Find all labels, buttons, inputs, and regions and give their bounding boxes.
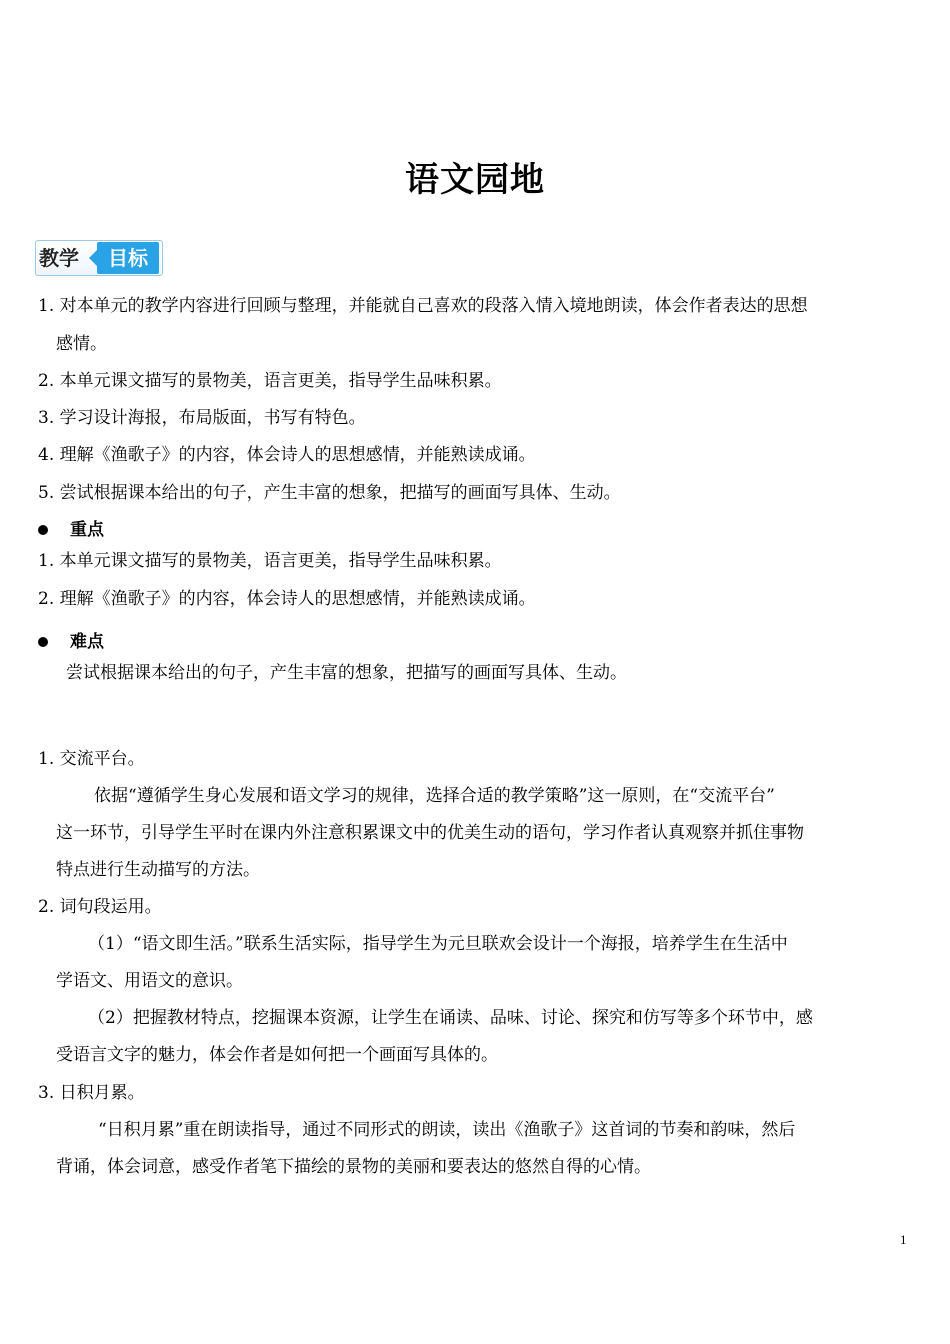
bullet-icon [38, 637, 48, 647]
key-point-1: 1. 本单元课文描写的景物美，语言更美，指导学生品味积累。 [38, 551, 502, 571]
page-number: 1 [900, 1232, 907, 1247]
goal-3: 3. 学习设计海报，布局版面，书写有特色。 [38, 408, 366, 428]
key-point-2: 2. 理解《渔歌子》的内容，体会诗人的思想感情，并能熟读成诵。 [38, 589, 536, 609]
section-2-para-2-line-1: （2）把握教材特点，挖掘课本资源，让学生在诵读、品味、讨论、探究和仿写等多个环节中，感 [88, 1008, 813, 1028]
section-3-heading: 3. 日积月累。 [38, 1083, 145, 1103]
section-1-para-line-2: 这一环节，引导学生平时在课内外注意积累课文中的优美生动的语句，学习作者认真观察并抓住事物 [56, 823, 804, 843]
banner-right-label: 目标 [97, 242, 159, 274]
banner-left-label: 教学 [39, 246, 79, 270]
section-2-para-2-line-2: 受语言文字的魅力，体会作者是如何把一个画面写具体的。 [56, 1045, 498, 1065]
difficulty-label: 难点 [70, 632, 104, 652]
goal-5: 5. 尝试根据课本给出的句子，产生丰富的想象，把描写的画面写具体、生动。 [38, 483, 621, 503]
section-1-para-line-3: 特点进行生动描写的方法。 [56, 860, 260, 880]
page-title: 语文园地 [405, 160, 545, 200]
section-2-heading: 2. 词句段运用。 [38, 897, 162, 917]
section-3-para-line-2: 背诵，体会词意，感受作者笔下描绘的景物的美丽和要表达的悠然自得的心情。 [56, 1157, 651, 1177]
key-points-label: 重点 [70, 520, 104, 540]
section-3-para-line-1: “日积月累”重在朗读指导，通过不同形式的朗读，读出《渔歌子》这首词的节奏和韵味，然后 [98, 1120, 796, 1140]
section-2-para-1-line-2: 学语文、用语文的意识。 [56, 971, 243, 991]
section-2-para-1-line-1: （1）“语文即生活。”联系生活实际，指导学生为元旦联欢会设计一个海报，培养学生在生活中 [88, 934, 788, 954]
teaching-goals-banner [35, 240, 165, 276]
goal-2: 2. 本单元课文描写的景物美，语言更美，指导学生品味积累。 [38, 371, 502, 391]
goal-1-line-1: 1. 对本单元的教学内容进行回顾与整理，并能就自己喜欢的段落入情入境地朗读，体会作者表达的思想 [38, 296, 808, 316]
difficulty-text: 尝试根据课本给出的句子，产生丰富的想象，把描写的画面写具体、生动。 [66, 663, 627, 683]
section-1-para-line-1: 依据“遵循学生身心发展和语文学习的规律，选择合适的教学策略”这一原则，在“交流平台” [94, 786, 775, 806]
section-1-heading: 1. 交流平台。 [38, 749, 145, 769]
bullet-icon [38, 525, 48, 535]
goal-1-line-2: 感情。 [56, 334, 107, 354]
goal-4: 4. 理解《渔歌子》的内容，体会诗人的思想感情，并能熟读成诵。 [38, 445, 536, 465]
